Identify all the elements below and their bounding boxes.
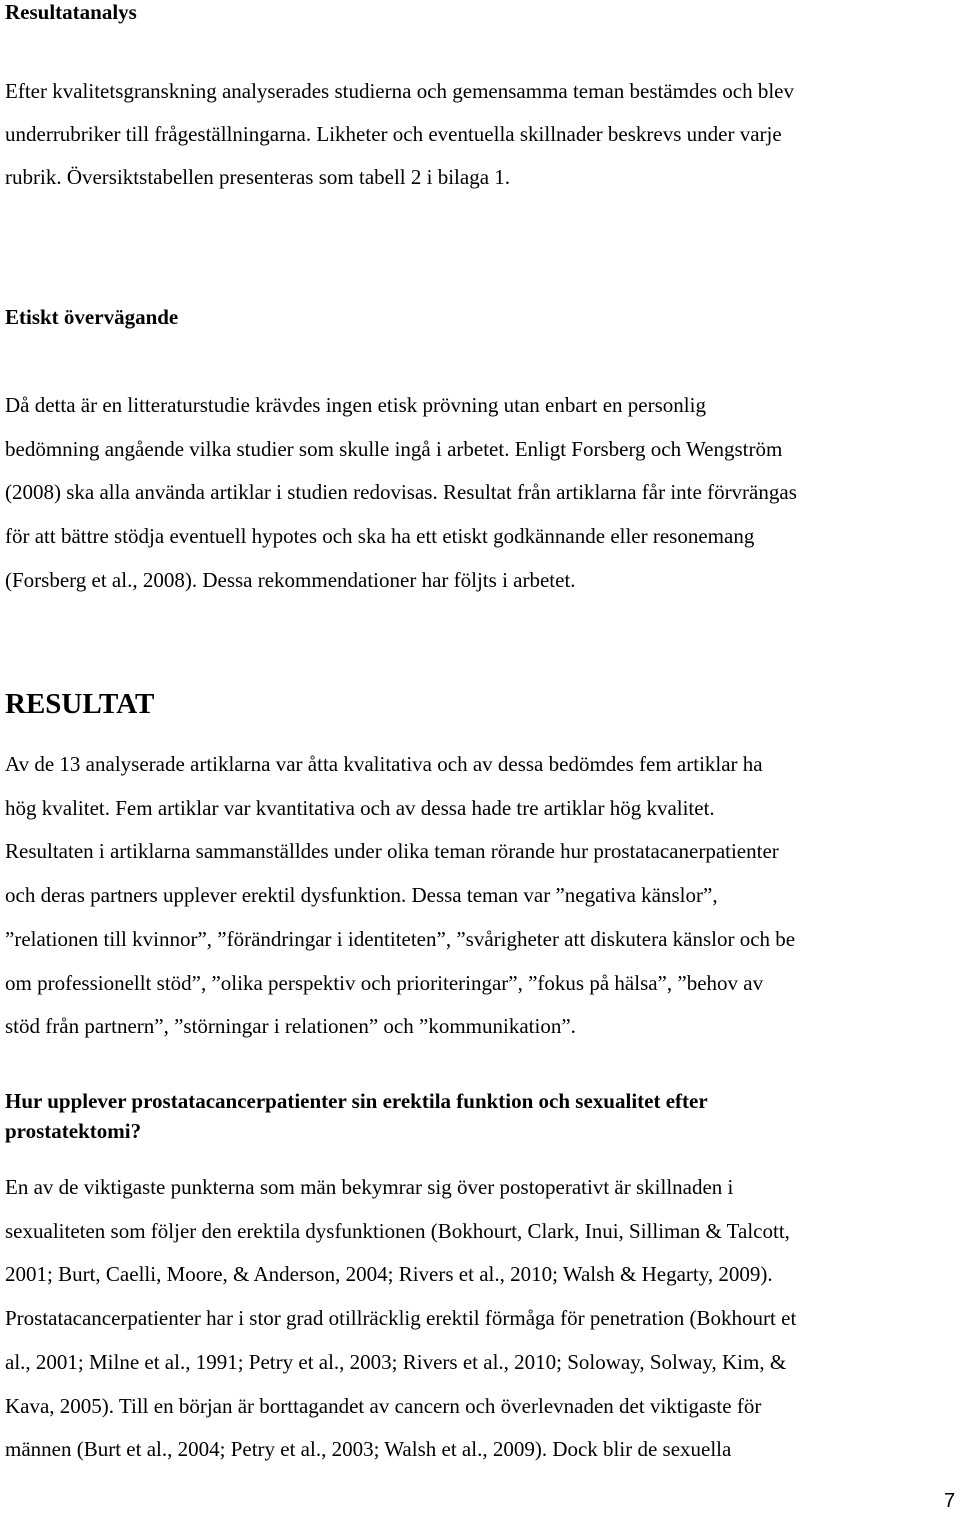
text-line: al., 2001; Milne et al., 1991; Petry et al., 2003; Rivers et al., 2010; Soloway, Solway, Kim, & <box>5 1349 787 1374</box>
text-line: hög kvalitet. Fem artiklar var kvantitativa och av dessa hade tre artiklar hög kvalitet. <box>5 795 715 820</box>
text-line: Resultaten i artiklarna sammanställdes under olika teman rörande hur prostatacanerpatienter <box>5 839 779 864</box>
text-line: bedömning angående vilka studier som skulle ingå i arbetet. Enligt Forsberg och Wengström <box>5 436 783 461</box>
text-line: 2001; Burt, Caelli, Moore, & Anderson, 2004; Rivers et al., 2010; Walsh & Hegarty, 2009). <box>5 1262 773 1287</box>
text-line: underrubriker till frågeställningarna. Likheter och eventuella skillnader beskrevs under varje <box>5 122 782 146</box>
text-line: om professionellt stöd”, ”olika perspektiv och prioriteringar”, ”fokus på hälsa”, ”behov av <box>5 970 764 995</box>
paragraph-etiskt <box>5 384 957 603</box>
text-line: Prostatacancerpatienter har i stor grad otillräcklig erektil förmåga för penetration (Bokhourt et <box>5 1306 797 1331</box>
chapter-title-resultat: RESULTAT <box>5 688 155 720</box>
text-line: (Forsberg et al., 2008). Dessa rekommendationer har följts i arbetet. <box>5 567 576 592</box>
text-line: för att bättre stödja eventuell hypotes och ska ha ett etiskt godkännande eller resonemang <box>5 524 755 549</box>
paragraph-resultat <box>5 743 957 1049</box>
text-line: männen (Burt et al., 2004; Petry et al., 2003; Walsh et al., 2009). Dock blir de sexuella <box>5 1437 732 1462</box>
text-line: sexualiteten som följer den erektila dysfunktionen (Bokhourt, Clark, Inui, Silliman & Talcott, <box>5 1218 790 1243</box>
text-line: Kava, 2005). Till en början är borttagandet av cancern och överlevnaden det viktigaste för <box>5 1393 762 1418</box>
page-number: 7 <box>944 1490 956 1512</box>
text-line: Då detta är en litteraturstudie krävdes ingen etisk prövning utan enbart en personlig <box>5 393 706 417</box>
paragraph-question <box>5 1166 957 1472</box>
text-line: Efter kvalitetsgranskning analyserades studierna och gemensamma teman bestämdes och blev <box>5 79 794 103</box>
text-line: rubrik. Översiktstabellen presenteras som tabell 2 i bilaga 1. <box>5 165 511 189</box>
section-heading-etiskt: Etiskt övervägande <box>5 305 179 329</box>
text-line: ”relationen till kvinnor”, ”förändringar i identiteten”, ”svårigheter att diskutera känslor och be <box>5 926 796 951</box>
text-line: Av de 13 analyserade artiklarna var åtta kvalitativa och av dessa bedömdes fem artiklar ha <box>5 752 763 776</box>
text-line: stöd från partnern”, ”störningar i relationen” och ”kommunikation”. <box>5 1014 576 1039</box>
text-line: (2008) ska alla använda artiklar i studien redovisas. Resultat från artiklarna får inte förvrängas <box>5 480 797 505</box>
text-line: En av de viktigaste punkterna som män bekymrar sig över postoperativt är skillnaden i <box>5 1175 734 1199</box>
section-heading-question-line2: prostatektomi? <box>5 1119 142 1143</box>
text-line: och deras partners upplever erektil dysfunktion. Dessa teman var ”negativa känslor”, <box>5 883 718 908</box>
section-heading-resultatanalys: Resultatanalys <box>5 0 137 24</box>
paragraph-resultatanalys <box>5 70 957 199</box>
section-heading-question-line1: Hur upplever prostatacancerpatienter sin erektila funktion och sexualitet efter <box>5 1089 708 1113</box>
